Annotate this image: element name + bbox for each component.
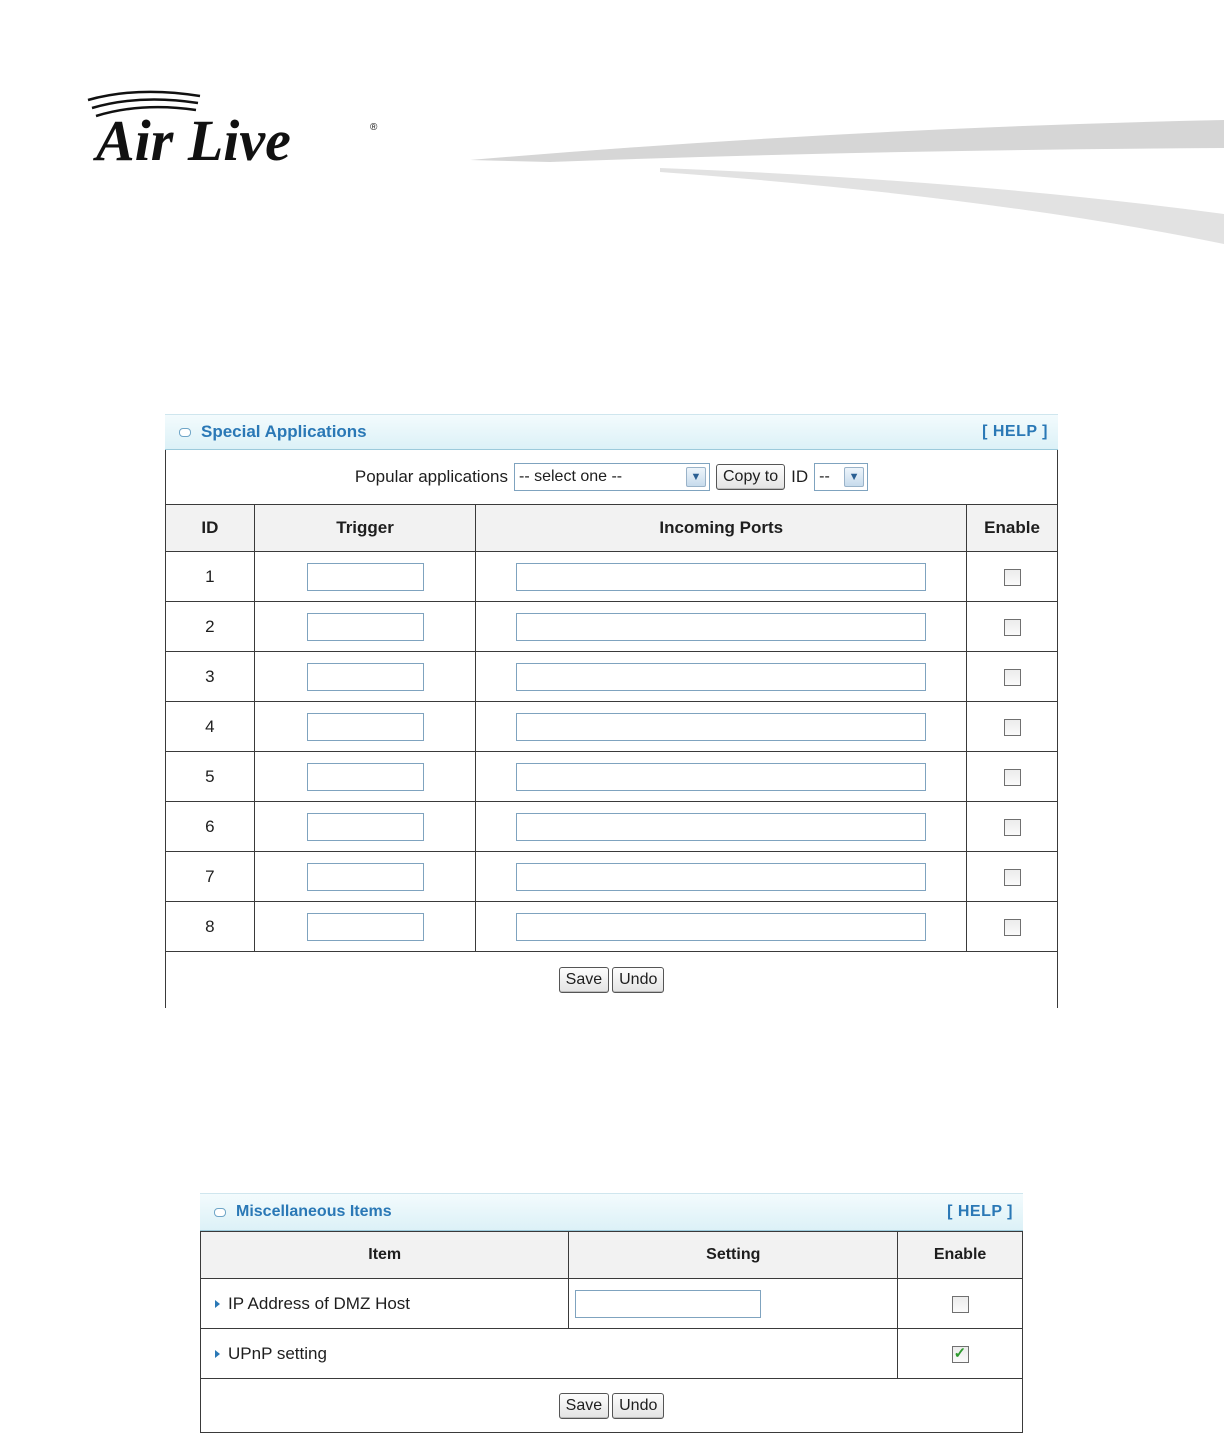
trigger-cell: [254, 802, 476, 852]
ports-cell: [476, 552, 967, 602]
table-row: [166, 552, 1058, 602]
dmz-host-ip-input[interactable]: [575, 1290, 761, 1318]
ports-cell: [476, 852, 967, 902]
row-id: 4: [166, 702, 255, 752]
help-link[interactable]: [ HELP ]: [947, 1203, 1013, 1220]
undo-button[interactable]: Undo: [612, 967, 664, 993]
table-row: [201, 1279, 1023, 1329]
id-select-value: --: [819, 468, 830, 485]
header-swoosh: [470, 110, 1224, 250]
trigger-cell: [254, 752, 476, 802]
enable-cell: [967, 802, 1058, 852]
trigger-input[interactable]: [307, 813, 424, 841]
item-label-upnp: UPnP setting: [228, 1343, 327, 1363]
setting-cell: [569, 1279, 898, 1329]
incoming-ports-input[interactable]: [516, 663, 926, 691]
enable-checkbox[interactable]: [1004, 619, 1021, 636]
chevron-down-icon: ▼: [844, 467, 864, 487]
row-id: 1: [166, 552, 255, 602]
enable-cell: [967, 652, 1058, 702]
triangle-right-icon: [215, 1300, 220, 1308]
trigger-cell: [254, 902, 476, 952]
column-header-id: ID: [166, 505, 255, 552]
miscellaneous-items-actions: [200, 1379, 1023, 1432]
copy-to-button[interactable]: Copy to: [716, 464, 785, 490]
trigger-input[interactable]: [307, 563, 424, 591]
miscellaneous-items-header: [200, 1193, 1023, 1231]
svg-text:®: ®: [370, 122, 378, 133]
row-id: 3: [166, 652, 255, 702]
special-applications-actions: [165, 952, 1058, 1008]
column-header-enable: Enable: [898, 1232, 1023, 1279]
table-row: [201, 1329, 1023, 1379]
trigger-input[interactable]: [307, 613, 424, 641]
column-header-setting: Setting: [569, 1232, 898, 1279]
airlive-logo: [78, 84, 388, 174]
enable-checkbox[interactable]: [1004, 869, 1021, 886]
table-row: [166, 602, 1058, 652]
table-header-row: [201, 1232, 1023, 1279]
enable-cell: [967, 602, 1058, 652]
incoming-ports-input[interactable]: [516, 713, 926, 741]
miscellaneous-items-table: [200, 1231, 1023, 1379]
column-header-enable: Enable: [967, 505, 1058, 552]
table-row: [166, 802, 1058, 852]
column-header-trigger: Trigger: [254, 505, 476, 552]
trigger-cell: [254, 852, 476, 902]
ports-cell: [476, 802, 967, 852]
special-applications-title-wrap: [179, 422, 367, 442]
popular-applications-value: -- select one --: [518, 468, 623, 485]
special-applications-table: [165, 504, 1058, 952]
triangle-right-icon: [215, 1350, 220, 1358]
enable-checkbox[interactable]: [1004, 819, 1021, 836]
ports-cell: [476, 702, 967, 752]
enable-cell: [967, 552, 1058, 602]
incoming-ports-input[interactable]: [516, 813, 926, 841]
ports-cell: [476, 652, 967, 702]
trigger-input[interactable]: [307, 863, 424, 891]
popular-applications-select[interactable]: [514, 463, 710, 491]
table-row: [166, 902, 1058, 952]
bullet-icon: [214, 1208, 226, 1217]
popular-applications-label: Popular applications: [354, 467, 508, 486]
bullet-icon: [179, 428, 191, 437]
special-applications-panel: [165, 414, 1058, 1008]
table-row: [166, 852, 1058, 902]
ports-cell: [476, 602, 967, 652]
miscellaneous-items-title-wrap: [214, 1203, 392, 1221]
trigger-cell: [254, 652, 476, 702]
trigger-input[interactable]: [307, 713, 424, 741]
trigger-cell: [254, 602, 476, 652]
enable-checkbox[interactable]: [1004, 719, 1021, 736]
row-id: 2: [166, 602, 255, 652]
table-row: [166, 652, 1058, 702]
undo-button[interactable]: Undo: [612, 1393, 664, 1419]
row-id: 6: [166, 802, 255, 852]
enable-checkbox[interactable]: [1004, 569, 1021, 586]
special-applications-title: Special Applications: [201, 422, 367, 441]
column-header-incoming-ports: Incoming Ports: [476, 505, 967, 552]
table-header-row: [166, 505, 1058, 552]
ports-cell: [476, 902, 967, 952]
row-id: 8: [166, 902, 255, 952]
enable-cell: [967, 902, 1058, 952]
dmz-enable-checkbox[interactable]: [952, 1296, 969, 1313]
column-header-item: Item: [201, 1232, 569, 1279]
enable-cell: [898, 1279, 1023, 1329]
incoming-ports-input[interactable]: [516, 563, 926, 591]
popular-applications-row: [165, 450, 1058, 504]
trigger-input[interactable]: [307, 913, 424, 941]
trigger-cell: [254, 552, 476, 602]
chevron-down-icon: ▼: [686, 467, 706, 487]
item-label-dmz: IP Address of DMZ Host: [228, 1293, 411, 1313]
upnp-enable-checkbox[interactable]: [952, 1346, 969, 1363]
enable-checkbox[interactable]: [1004, 669, 1021, 686]
ports-cell: [476, 752, 967, 802]
item-cell: [201, 1329, 898, 1379]
id-select[interactable]: [814, 463, 868, 491]
table-row: [166, 702, 1058, 752]
trigger-input[interactable]: [307, 763, 424, 791]
enable-cell: [967, 852, 1058, 902]
special-applications-header: [165, 414, 1058, 450]
incoming-ports-input[interactable]: [516, 913, 926, 941]
trigger-input[interactable]: [307, 663, 424, 691]
row-id: 5: [166, 752, 255, 802]
save-button[interactable]: Save: [559, 967, 609, 993]
trigger-cell: [254, 702, 476, 752]
help-link[interactable]: [ HELP ]: [982, 423, 1048, 440]
incoming-ports-input[interactable]: [516, 613, 926, 641]
svg-text:Air Live: Air Live: [96, 108, 291, 173]
incoming-ports-input[interactable]: [516, 763, 926, 791]
enable-cell: [967, 702, 1058, 752]
row-id: 7: [166, 852, 255, 902]
item-cell: [201, 1279, 569, 1329]
miscellaneous-items-title: Miscellaneous Items: [236, 1203, 392, 1220]
enable-checkbox[interactable]: [1004, 769, 1021, 786]
table-row: [166, 752, 1058, 802]
save-button[interactable]: Save: [559, 1393, 609, 1419]
enable-cell: [967, 752, 1058, 802]
enable-checkbox[interactable]: [1004, 919, 1021, 936]
miscellaneous-items-panel: [200, 1193, 1023, 1433]
incoming-ports-input[interactable]: [516, 863, 926, 891]
enable-cell: [898, 1329, 1023, 1379]
id-label: ID: [791, 467, 809, 486]
